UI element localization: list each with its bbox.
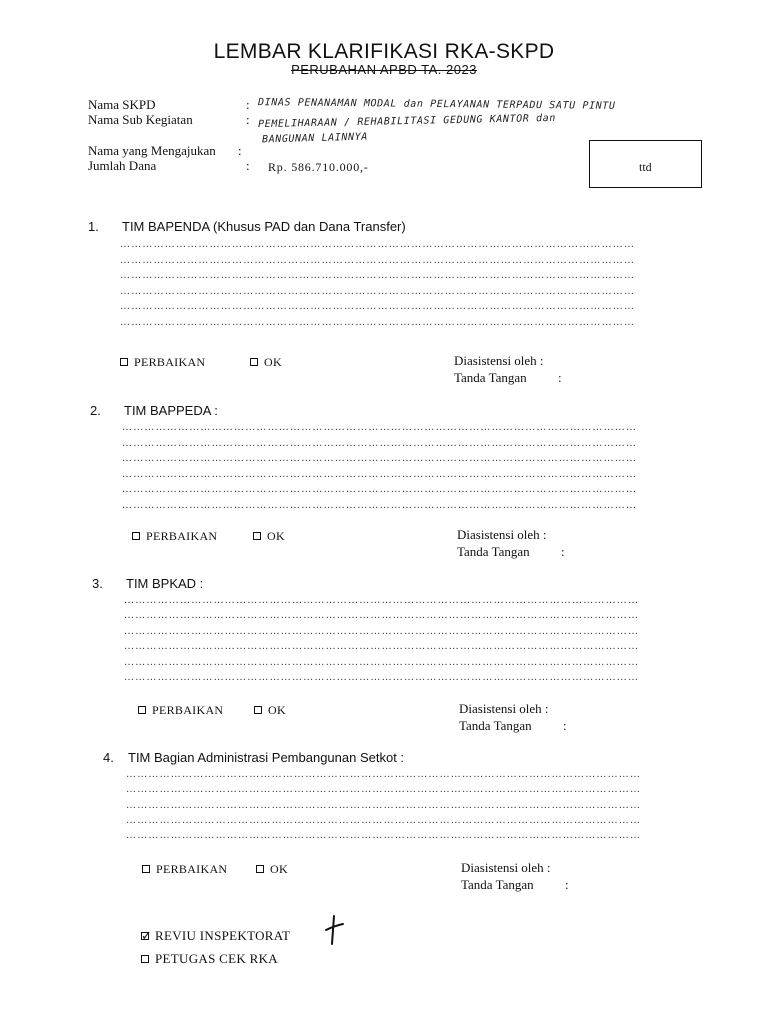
reviu-inspektorat-option[interactable] <box>141 928 290 944</box>
section-2-title: TIM BAPPEDA : <box>124 403 218 418</box>
section-4-number: 4. <box>103 750 114 765</box>
section-4-title: TIM Bagian Administrasi Pembangunan Setkot : <box>128 750 405 765</box>
section-3-line: ………………………………………………………………………………………………………………………… <box>124 626 640 637</box>
section-1-perbaikan-option[interactable] <box>120 355 205 370</box>
section-2-line: ………………………………………………………………………………………………………………………… <box>122 438 638 449</box>
page-title: LEMBAR KLARIFIKASI RKA-SKPD <box>213 40 555 63</box>
subtitle-text: PERUBAHAN APBD TA. 2023 <box>291 62 477 77</box>
checkbox-icon[interactable] <box>141 928 153 943</box>
nama-skpd-colon: : <box>246 97 250 112</box>
section-3-number: 3. <box>92 576 103 591</box>
checkbox-icon[interactable] <box>256 865 264 873</box>
checkbox-icon[interactable] <box>142 865 150 873</box>
section-3-ok-option[interactable] <box>254 703 286 718</box>
section-3-tanda-tangan: Tanda Tangan <box>459 718 532 733</box>
section-3-tanda-tangan-colon: : <box>563 718 567 733</box>
section-2-asistensi: Diasistensi oleh : <box>457 527 547 542</box>
section-2-ok-option[interactable] <box>253 529 285 544</box>
perbaikan-label: PERBAIKAN <box>156 862 228 876</box>
section-1-line: ………………………………………………………………………………………………………………………… <box>120 286 636 297</box>
section-3-line: ………………………………………………………………………………………………………………………… <box>124 672 640 683</box>
section-4-line: ………………………………………………………………………………………………………………………… <box>126 800 642 811</box>
checkbox-icon[interactable] <box>253 532 261 540</box>
section-3-title: TIM BPKAD : <box>126 576 204 591</box>
section-2-line: ………………………………………………………………………………………………………………………… <box>122 500 638 511</box>
section-4-ok-option[interactable] <box>256 862 288 877</box>
checkbox-icon[interactable] <box>132 532 140 540</box>
section-3-line: ………………………………………………………………………………………………………………………… <box>124 657 640 668</box>
jumlah-dana-value: Rp. 586.710.000,- <box>268 160 369 174</box>
checkbox-icon[interactable] <box>120 358 128 366</box>
checkbox-icon[interactable] <box>138 706 146 714</box>
mengajukan-colon: : <box>238 143 242 158</box>
section-2-tanda-tangan: Tanda Tangan <box>457 544 530 559</box>
checkbox-icon[interactable] <box>250 358 258 366</box>
section-1-title: TIM BAPENDA (Khusus PAD dan Dana Transfer) <box>122 219 406 234</box>
section-1-asistensi: Diasistensi oleh : <box>454 353 544 368</box>
signature-mark-icon <box>322 914 346 946</box>
page-subtitle <box>0 62 768 77</box>
section-2-line: ………………………………………………………………………………………………………………………… <box>122 469 638 480</box>
section-1-tanda-tangan-colon: : <box>558 370 562 385</box>
section-1-number: 1. <box>88 219 99 234</box>
jumlah-dana-colon: : <box>246 158 250 173</box>
perbaikan-label: PERBAIKAN <box>134 355 206 369</box>
reviu-label: REVIU INSPEKTORAT <box>155 928 291 943</box>
petugas-label: PETUGAS CEK RKA <box>155 951 278 966</box>
section-4-tanda-tangan-colon: : <box>565 877 569 892</box>
section-4-line: ………………………………………………………………………………………………………………………… <box>126 784 642 795</box>
section-4-asistensi: Diasistensi oleh : <box>461 860 551 875</box>
nama-skpd-value: DINAS PENANAMAN MODAL dan PELAYANAN TERPADU SATU PINTU <box>257 97 616 112</box>
section-3-perbaikan-option[interactable] <box>138 703 223 718</box>
signature-box <box>589 140 702 188</box>
section-2-line: ………………………………………………………………………………………………………………………… <box>122 484 638 495</box>
sub-kegiatan-value-line2: BANGUNAN LAINNYA <box>261 131 369 146</box>
section-2-perbaikan-option[interactable] <box>132 529 217 544</box>
ok-label: OK <box>270 862 288 876</box>
section-3-asistensi: Diasistensi oleh : <box>459 701 549 716</box>
section-4-line: ………………………………………………………………………………………………………………………… <box>126 815 642 826</box>
section-1-line: ………………………………………………………………………………………………………………………… <box>120 239 636 250</box>
section-1-line: ………………………………………………………………………………………………………………………… <box>120 317 636 328</box>
section-4-line: ………………………………………………………………………………………………………………………… <box>126 830 642 841</box>
ok-label: OK <box>268 703 286 717</box>
section-1-ok-option[interactable] <box>250 355 282 370</box>
section-2-line: ………………………………………………………………………………………………………………………… <box>122 453 638 464</box>
perbaikan-label: PERBAIKAN <box>146 529 218 543</box>
sub-kegiatan-label: Nama Sub Kegiatan <box>88 112 193 127</box>
section-1-line: ………………………………………………………………………………………………………………………… <box>120 270 636 281</box>
ok-label: OK <box>264 355 282 369</box>
section-1-line: ………………………………………………………………………………………………………………………… <box>120 255 636 266</box>
checkmark-icon: ✓ <box>141 928 153 943</box>
section-4-tanda-tangan: Tanda Tangan <box>461 877 534 892</box>
section-1-line: ………………………………………………………………………………………………………………………… <box>120 301 636 312</box>
section-2-line: ………………………………………………………………………………………………………………………… <box>122 422 638 433</box>
sub-kegiatan-value-line1: PEMELIHARAAN / REHABILITASI GEDUNG KANTOR dan <box>257 112 557 131</box>
section-2-tanda-tangan-colon: : <box>561 544 565 559</box>
checkbox-icon[interactable] <box>254 706 262 714</box>
section-3-line: ………………………………………………………………………………………………………………………… <box>124 610 640 621</box>
petugas-cek-rka-option[interactable] <box>141 951 278 967</box>
perbaikan-label: PERBAIKAN <box>152 703 224 717</box>
sub-kegiatan-colon: : <box>246 112 250 127</box>
nama-skpd-label: Nama SKPD <box>88 97 156 112</box>
section-4-line: ………………………………………………………………………………………………………………………… <box>126 769 642 780</box>
mengajukan-label: Nama yang Mengajukan <box>88 143 216 158</box>
section-3-line: ………………………………………………………………………………………………………………………… <box>124 595 640 606</box>
checkbox-icon[interactable] <box>141 955 149 963</box>
section-3-line: ………………………………………………………………………………………………………………………… <box>124 641 640 652</box>
jumlah-dana-label: Jumlah Dana <box>88 158 157 173</box>
section-4-perbaikan-option[interactable] <box>142 862 227 877</box>
section-2-number: 2. <box>90 403 101 418</box>
signature-text: ttd <box>639 160 652 174</box>
section-1-tanda-tangan: Tanda Tangan <box>454 370 527 385</box>
ok-label: OK <box>267 529 285 543</box>
